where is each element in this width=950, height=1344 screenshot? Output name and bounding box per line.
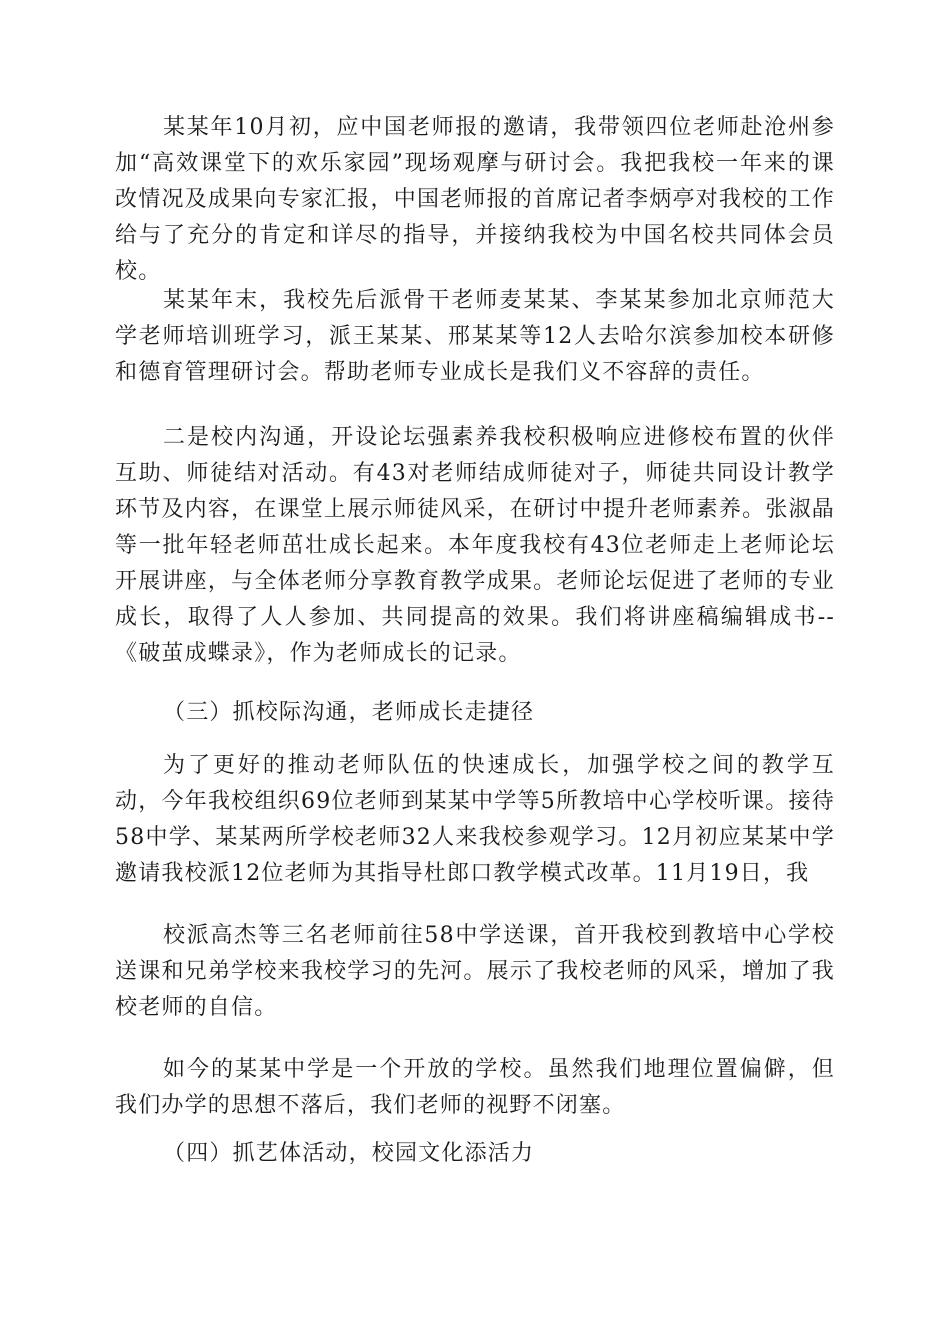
paragraph-lesson-delivery: 校派高杰等三名老师前往58中学送课，首开我校到教培中心学校送课和兄弟学校来我校学习的先河。展示了我校老师的风采，增加了我校老师的自信。 (115, 923, 835, 1020)
section-heading-3: （三）抓校际沟通，老师成长走捷径 (163, 700, 535, 725)
paragraph-internal-communication: 二是校内沟通，开设论坛强素养我校积极响应进修校布置的伙伴互助、师徒结对活动。有43对老师结成师徒对子，师徒共同设计教学环节及内容，在课堂上展示师徒风采，在研讨中提升老师素养。张淑晶等一批年轻老师茁壮成长起来。本年度我校有43位老师走上老师论坛开展讲座，与全体老师分享教育教学成果。老师论坛促进了老师的专业成长，取得了人人参加、共同提高的效果。我们将讲座稿编辑成书--《破茧成蝶录》，作为老师成长的记录。 (115, 425, 835, 666)
paragraph-inter-school-exchange: 为了更好的推动老师队伍的快速成长，加强学校之间的教学互动，今年我校组织69位老师到某某中学等5所教培中心学校听课。接待58中学、某某两所学校老师32人来我校参观学习。12月初应某某中学邀请我校派12位老师为其指导杜郎口教学模式改革。11月19日，我 (115, 753, 835, 886)
paragraph-cangzhou-visit: 某某年10月初，应中国老师报的邀请，我带领四位老师赴沧州参加“高效课堂下的欢乐家园”现场观摩与研讨会。我把我校一年来的课改情况及成果向专家汇报，中国老师报的首席记者李炳亭对我校的工作给与了充分的肯定和详尽的指导，并接纳我校为中国名校共同体会员校。 (115, 115, 835, 284)
paragraph-open-school: 如今的某某中学是一个开放的学校。虽然我们地理位置偏僻，但我们办学的思想不落后，我们老师的视野不闭塞。 (115, 1057, 835, 1118)
section-heading-4: （四）抓艺体活动，校园文化添活力 (163, 1141, 535, 1166)
paragraph-teacher-training: 某某年末，我校先后派骨干老师麦某某、李某某参加北京师范大学老师培训班学习，派王某某、邢某某等12人去哈尔滨参加校本研修和德育管理研讨会。帮助老师专业成长是我们义不容辞的责任。 (115, 288, 835, 385)
